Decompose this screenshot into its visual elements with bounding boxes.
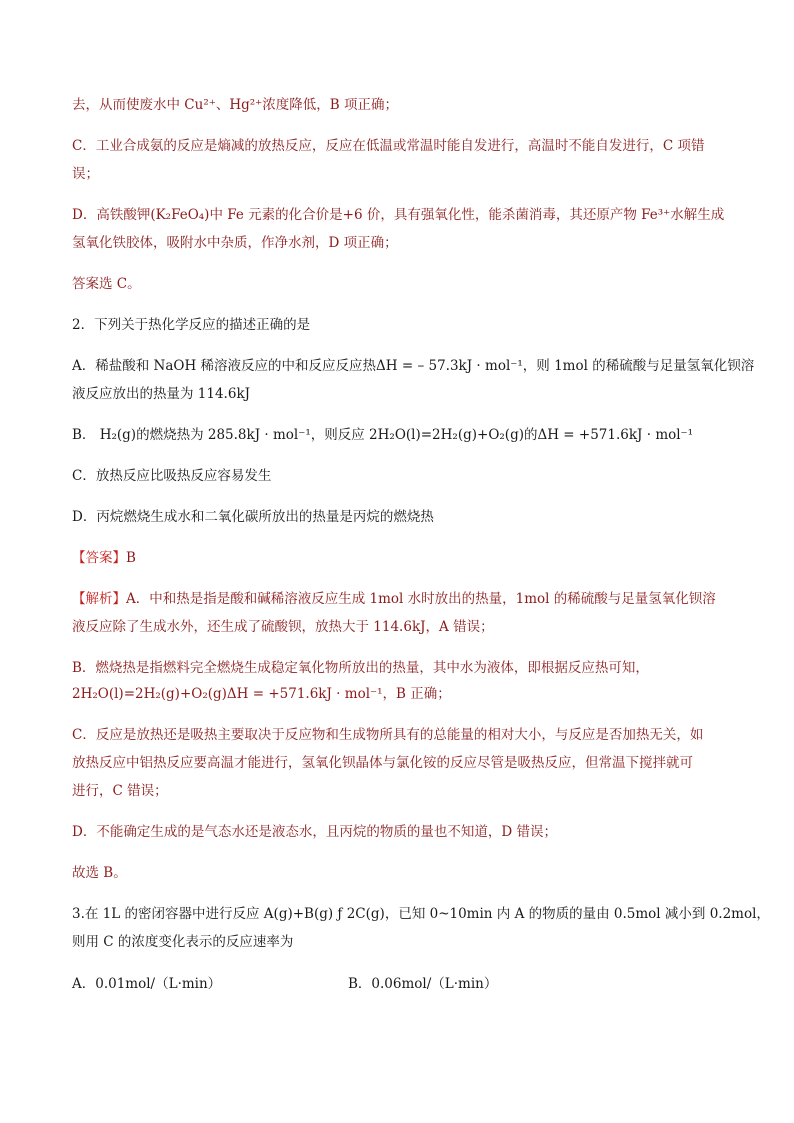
option-text: A．稀盐酸和 NaOH 稀溶液反应的中和反应反应热ΔH = – 57.3kJ · mol⁻¹，则 1mol 的稀硫酸与足量氢氧化钡溶	[72, 358, 755, 374]
answer-label: 【答案】	[72, 550, 126, 566]
text-line: 氢氧化铁胶体，吸附水中杂质，作净水剂，D 项正确；	[72, 235, 398, 251]
text-line: C．工业合成氨的反应是熵减的放热反应，反应在低温或常温时能自发进行，高温时不能自发进行，C 项错	[72, 138, 705, 154]
question-title: 则用 C 的浓度变化表示的反应速率为	[72, 934, 294, 950]
option-b: B．0.06mol/（L·min）	[348, 976, 498, 992]
text-line: 故选 B。	[72, 865, 127, 881]
question-title: 3.在 1L 的密闭容器中进行反应 A(g)+B(g) ƒ 2C(g)，已知 0~10min 内 A 的物质的量由 0.5mol 减小到 0.2mol，	[72, 906, 770, 922]
text-line: 进行，C 错误；	[72, 783, 168, 799]
analysis-row	[72, 585, 724, 613]
answer-line: 答案选 C。	[72, 276, 141, 292]
answer-row	[72, 544, 724, 572]
answer-value: B	[126, 550, 136, 566]
option-text: B． H₂(g)的燃烧热为 285.8kJ · mol⁻¹，则反应 2H₂O(l)=2H₂(g)+O₂(g)的ΔH = +571.6kJ · mol⁻¹	[72, 427, 694, 443]
analysis-label: 【解析】	[72, 591, 126, 607]
text-line: D．高铁酸钾(K₂FeO₄)中 Fe 元素的化合价是+6 价，具有强氧化性，能杀菌消毒，其还原产物 Fe³⁺水解生成	[72, 207, 725, 223]
text-line: 2H₂O(l)=2H₂(g)+O₂(g)ΔH = +571.6kJ · mol⁻¹，B 正确；	[72, 686, 451, 702]
text-line: 液反应除了生成水外，还生成了硫酸钡，放热大于 114.6kJ，A 错误；	[72, 619, 494, 635]
text-line: C．反应是放热还是吸热主要取决于反应物和生成物所具有的总能量的相对大小，与反应是否加热无关，如	[72, 727, 704, 743]
text-line: 去，从而使废水中 Cu²⁺、Hg²⁺浓度降低，B 项正确；	[72, 97, 399, 113]
option-text: D．丙烷燃烧生成水和二氧化碳所放出的热量是丙烷的燃烧热	[72, 509, 434, 525]
question-title: 2．下列关于热化学反应的描述正确的是	[72, 317, 311, 333]
text-line: 放热反应中铝热反应要高温才能进行，氢氧化钡晶体与氯化铵的反应尽管是吸热反应，但常温下搅拌就可	[72, 755, 693, 771]
analysis-text: A．中和热是指是酸和碱稀溶液反应生成 1mol 水时放出的热量，1mol 的稀硫酸与足量氢氧化钡溶	[126, 591, 716, 607]
text-line: B．燃烧热是指燃料完全燃烧生成稳定氧化物所放出的热量，其中水为液体，即根据反应热可知，	[72, 660, 649, 676]
options-row	[72, 970, 724, 998]
option-text: C．放热反应比吸热反应容易发生	[72, 468, 272, 484]
text-line: 误；	[72, 166, 99, 182]
text-line: D．不能确定生成的是气态水还是液态水，且丙烷的物质的量也不知道，D 错误；	[72, 824, 557, 840]
option-text: 液反应放出的热量为 114.6kJ	[72, 386, 251, 402]
option-a: A．0.01mol/（L·min）	[72, 976, 222, 992]
